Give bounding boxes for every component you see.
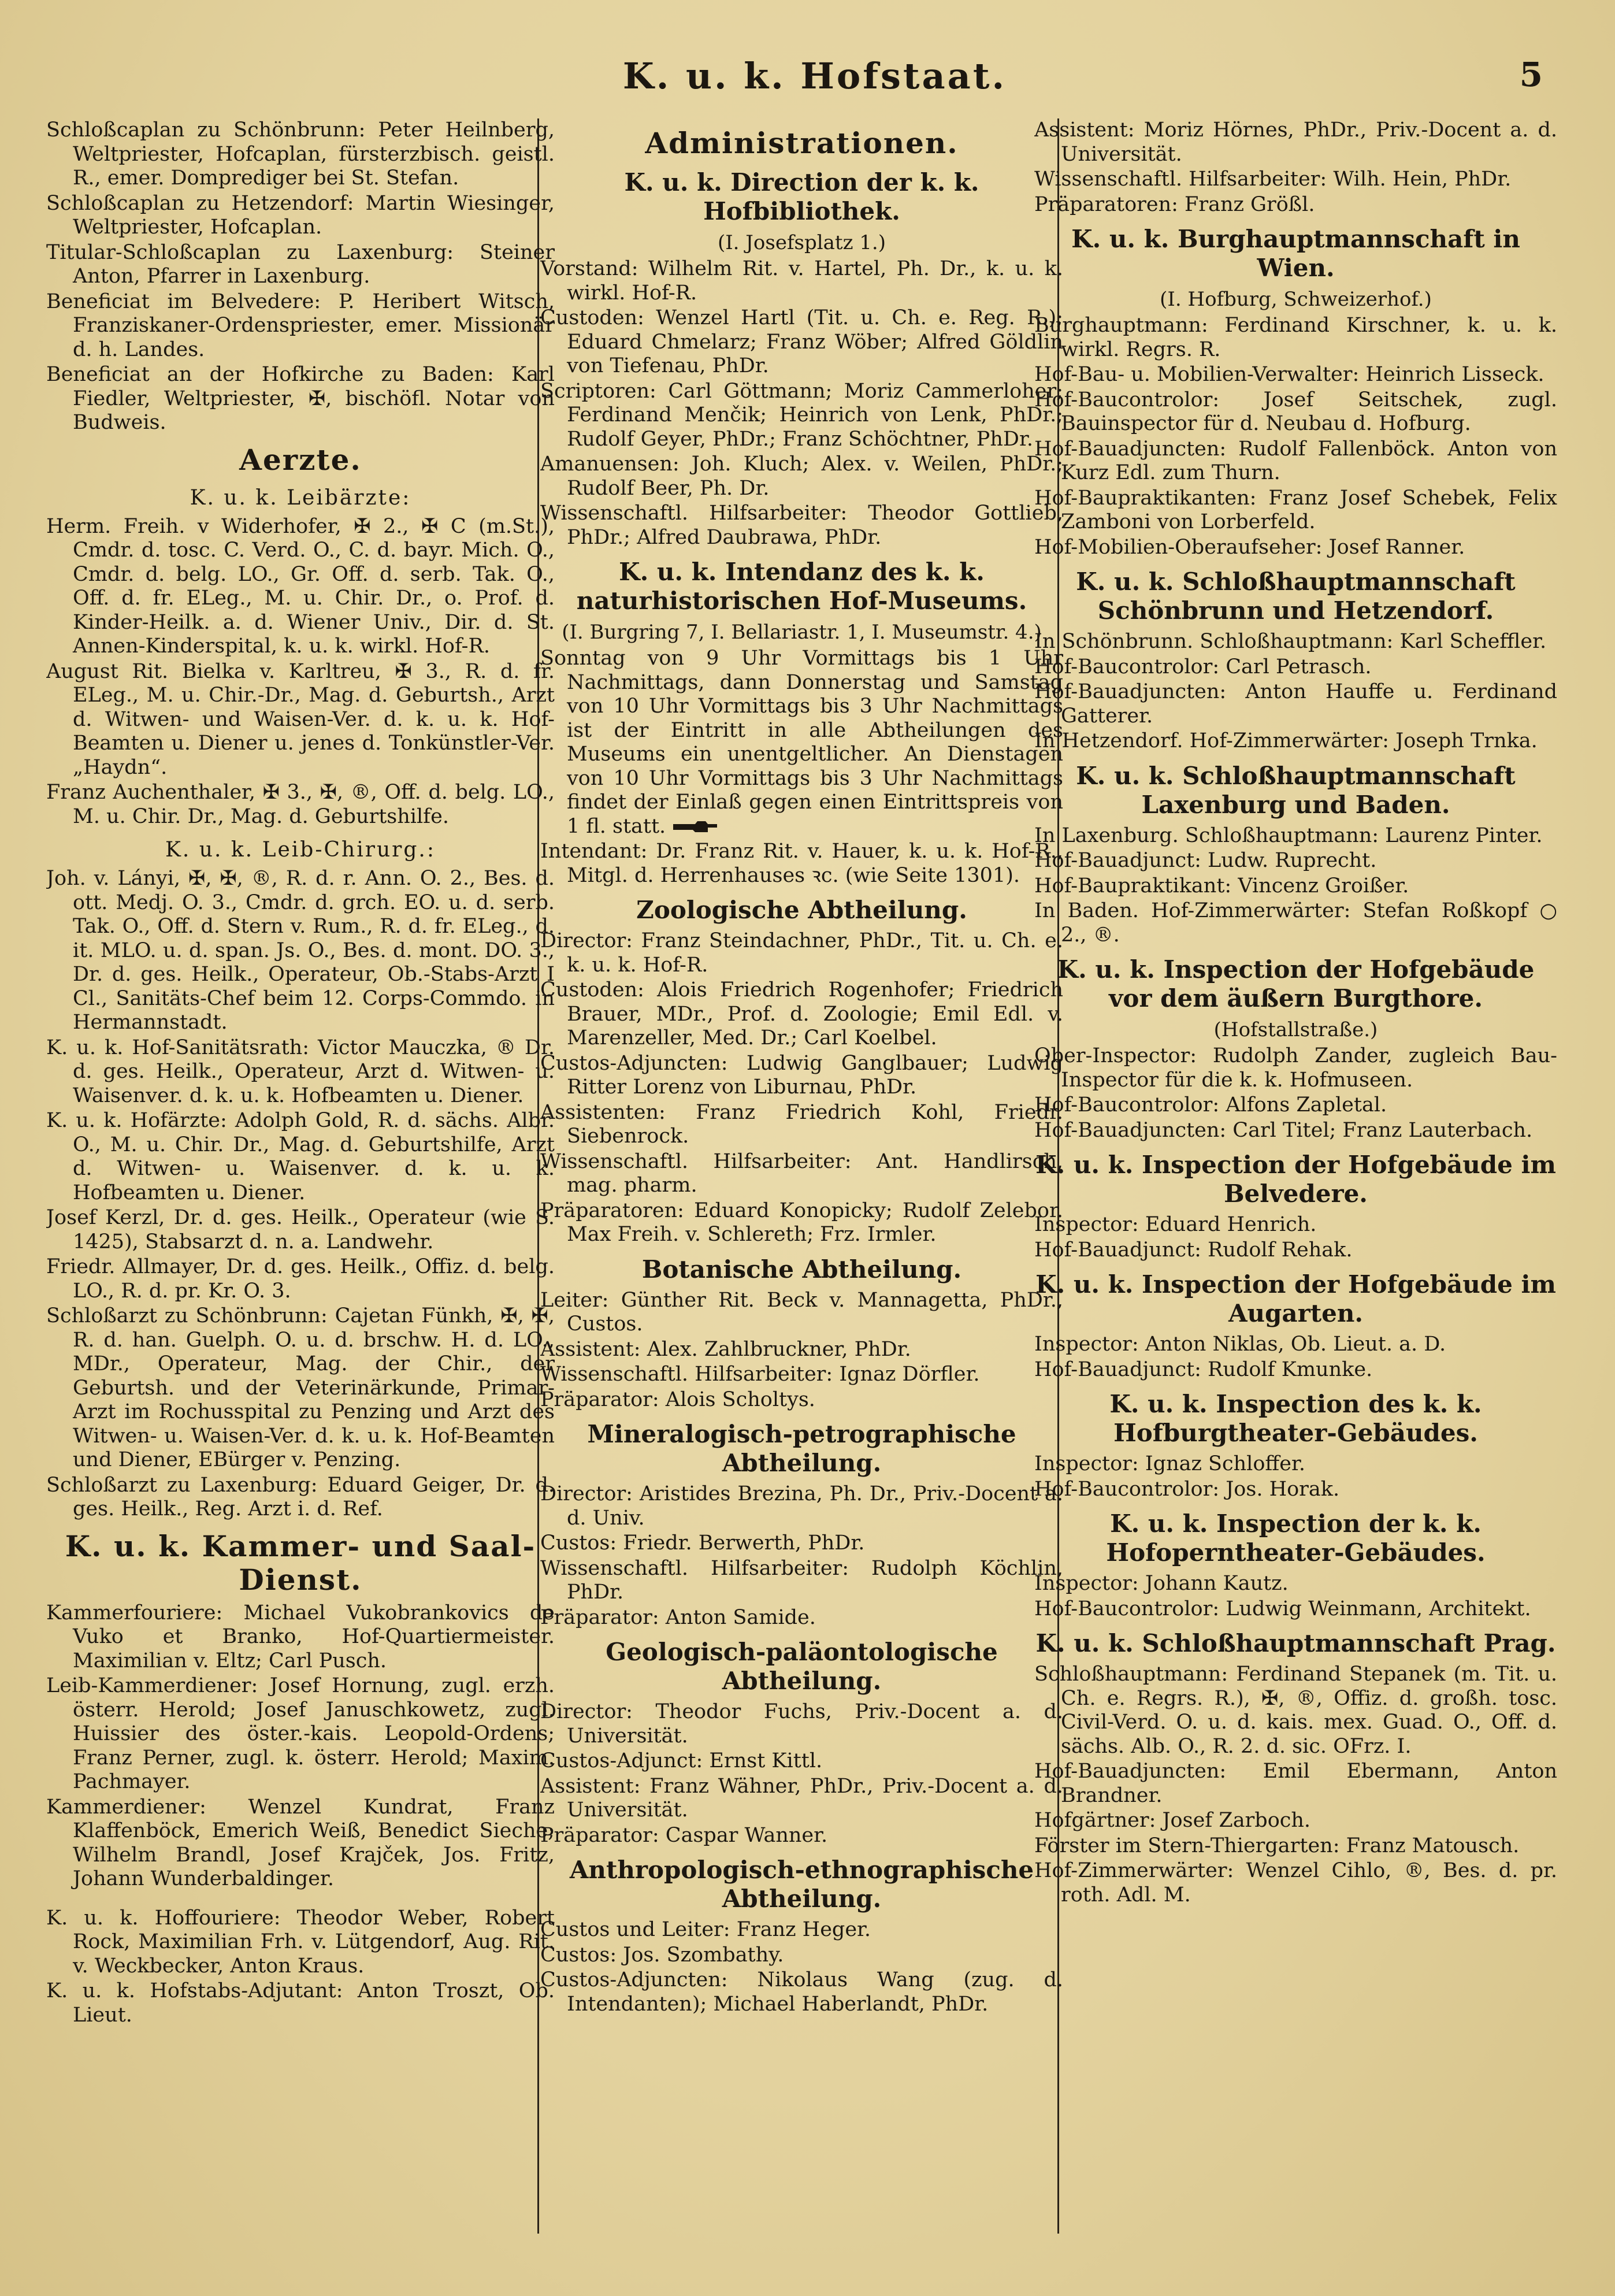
entry-bielka: August Rit. Bielka v. Karltreu, ✠ 3., R. d. fr. ELeg., M. u. Chir.-Dr., Mag. d. Geburtsh., Arzt d. Witwen- und Waisen-Ver. d. k. u. k. Hof-Beamten u. Diener u. jenes d. Tonkünstler-Ver. „Haydn“. [46,659,555,779]
address-intendanz: (I. Burgring 7, I. Bellariastr. 1, I. Museumstr. 4.) [562,621,1042,644]
entry-prag-foerster: Förster im Stern-Thiergarten: Franz Matousch. [1034,1834,1520,1857]
address-hofbibliothek: (I. Josefsplatz 1.) [717,231,886,254]
heading-inspection-augarten: K. u. k. Inspection der Hofgebäude im Augarten. [1035,1270,1556,1327]
section-heading-administrationen: Administrationen. [645,126,959,160]
heading-burghauptmannschaft: K. u. k. Burghauptmannschaft in Wien. [1071,225,1520,282]
entry-mobilien-oberaufseher: Hof-Mobilien-Oberaufseher: Josef Ranner. [1034,535,1465,559]
entry-min-praeparator: Präparator: Anton Samide. [540,1605,816,1629]
subheading-leibaerzte: K. u. k. Leibärzte: [190,485,411,510]
entry-burgtheater-baucontrolor: Hof-Baucontrolor: Jos. Horak. [1034,1477,1340,1501]
heading-hofbibliothek: K. u. k. Direction der k. k. Hofbibliothek. [624,168,979,225]
entry-zoo-custoden: Custoden: Alois Friedrich Rogenhofer; Friedrich Brauer, MDr., Prof. d. Zoologie; Emil Edl. v. Marenzeller, Med. Dr.; Carl Koelbel. [540,978,1063,1049]
heading-inspection-belvedere: K. u. k. Inspection der Hofgebäude im Belvedere. [1035,1151,1556,1208]
entry-mauczka: K. u. k. Hof-Sanitätsrath: Victor Mauczka, ® Dr. d. ges. Heilk., Operateur, Arzt d. Witwen- u. Waisenver. d. k. u. k. Hofbeamten u. Diener. [46,1036,555,1107]
running-title: K. u. k. Hofstaat. [622,55,1007,97]
entry-anth-assistent: Assistent: Moriz Hörnes, PhDr., Priv.-Docent a. d. Universität. [1034,118,1557,166]
heading-schoenbrunn: K. u. k. Schloßhauptmannschaft Schönbrunn und Hetzendorf. [1076,567,1516,625]
entry-min-director: Director: Aristides Brezina, Ph. Dr., Priv.-Docent a. d. Univ. [540,1482,1063,1530]
page-header [52,55,1577,118]
entry-museum-hours [540,647,1063,839]
entry-burgthor-baucontrolor: Hof-Baucontrolor: Alfons Zapletal. [1034,1093,1387,1117]
entry-kerzl: Josef Kerzl, Dr. d. ges. Heilk., Operateur (wie S. 1425), Stabsarzt d. n. a. Landwehr. [46,1206,555,1253]
entry-hofoper-inspector: Inspector: Johann Kautz. [1034,1572,1289,1595]
heading-inspection-burgtheater: K. u. k. Inspection des k. k. Hofburgtheater-Gebäudes. [1109,1390,1482,1447]
entry-hofstabs-adjutant: K. u. k. Hofstabs-Adjutant: Anton Troszt, Ob. Lieut. [46,1979,555,2027]
entry-laxenburg-baupraktikant: Hof-Baupraktikant: Vincenz Groißer. [1034,874,1409,897]
entry-augarten-bauadjunct: Hof-Bauadjunct: Rudolf Kmunke. [1034,1357,1373,1381]
entry-geo-praeparator: Präparator: Caspar Wanner. [540,1823,828,1847]
entry-bot-assistent: Assistent: Alex. Zahlbruckner, PhDr. [540,1337,911,1361]
entry-augarten-inspector: Inspector: Anton Niklas, Ob. Lieut. a. D. [1034,1333,1446,1356]
entry-fuenkh: Schloßarzt zu Schönbrunn: Cajetan Fünkh, ✠, ✠, R. d. han. Guelph. O. u. d. brschw. H. d. LO., MDr., Operateur, Mag. der Chir., der Geburtsh. und der Veterinärkunde, Primar-Arzt im Rochusspital zu Penzing und Arzt des Witwen- u. Waisen-Ver. d. k. u. k. Hof-Beamten und Diener, EBürger v. Penzing. [46,1304,555,1471]
heading-inspection-hofoper: K. u. k. Inspection der k. k. Hofoperntheater-Gebäudes. [1106,1509,1486,1567]
heading-inspection-burgthor: K. u. k. Inspection der Hofgebäude vor dem äußern Burgthore. [1057,955,1535,1012]
entry-prag-hauptmann: Schloßhauptmann: Ferdinand Stepanek (m. Tit. u. Ch. e. Regrs. R.), ✠, ®, Offiz. d. großh. tosc. Civil-Verd. O. u. d. kais. mex. Guad. O., Off. d. sächs. Alb. O., R. 2. d. sic. OFrz. I. [1034,1663,1557,1758]
entry-bot-praeparator: Präparator: Alois Scholtys. [540,1388,815,1411]
entry-belvedere-inspector: Inspector: Eduard Henrich. [1034,1213,1317,1236]
entry-zoo-praeparatoren: Präparatoren: Eduard Konopicky; Rudolf Zelebor. Max Freih. v. Schlereth; Frz. Irmler. [540,1199,1063,1246]
entry-prag-zimmerwaerter: Hof-Zimmerwärter: Wenzel Cihlo, ®, Bes. d. pr. roth. Adl. M. [1034,1859,1557,1906]
heading-botanik: Botanische Abtheilung. [641,1255,962,1284]
entry-zoo-hilfsarbeiter: Wissenschaftl. Hilfsarbeiter: Ant. Handlirsch, mag. pharm. [540,1149,1063,1197]
entry-ober-inspector: Ober-Inspector: Rudolph Zander, zugleich Bau-Inspector für die k. k. Hofmuseen. [1034,1044,1557,1092]
entry-zoo-adjuncten: Custos-Adjuncten: Ludwig Ganglbauer; Ludwig Ritter Lorenz von Liburnau, PhDr. [540,1051,1063,1099]
entry-prag-hofgaertner: Hofgärtner: Josef Zarboch. [1034,1809,1311,1832]
entry-belvedere-bauadjunct: Hof-Bauadjunct: Rudolf Rehak. [1034,1238,1353,1262]
entry-bot-hilfsarbeiter: Wissenschaftl. Hilfsarbeiter: Ignaz Dörfler. [540,1363,980,1386]
entry-baden-zimmerwaerter: In Baden. Hof-Zimmerwärter: Stefan Roßkopf ○ 2., ®. [1034,899,1557,947]
entry-schoenbrunn-hauptmann: In Schönbrunn. Schloßhauptmann: Karl Scheffler. [1034,630,1547,653]
entry-bau-mobilien-verwalter: Hof-Bau- u. Mobilien-Verwalter: Heinrich Lisseck. [1034,363,1545,386]
heading-zoologie: Zoologische Abtheilung. [636,896,967,924]
entry-bot-leiter: Leiter: Günther Rit. Beck v. Mannagetta, PhDr., Custos. [540,1288,1063,1336]
entry-leib-kammerdiener: Leib-Kammerdiener: Josef Hornung, zugl. erzh. österr. Herold; Josef Januschkowetz, zugl. Huissier des öster.-kais. Leopold-Ordens; Franz Perner, zugl. k. österr. Herold; Maxim. Pachmayer. [46,1674,555,1793]
entry-burg-baupraktikanten: Hof-Baupraktikanten: Franz Josef Schebek, Felix Zamboni von Lorberfeld. [1034,486,1557,533]
entry-kammerdiener: Kammerdiener: Wenzel Kundrat, Franz Klaffenböck, Emerich Weiß, Benedict Sieche; Wilhelm Brandl, Josef Krajček, Jos. Fritz, Johann Wunderbaldinger. [46,1795,555,1890]
entry-anth-custos-leiter: Custos und Leiter: Franz Heger. [540,1918,871,1941]
entry-kammerfouriere: Kammerfouriere: Michael Vukobrankovics de Vuko et Branko, Hof-Quartiermeister. Maximilian v. Eltz; Carl Pusch. [46,1601,555,1672]
left-column [46,118,555,2257]
section-heading-aerzte: Aerzte. [239,442,362,477]
entry-burgthor-bauadjuncten: Hof-Bauadjuncten: Carl Titel; Franz Lauterbach. [1034,1118,1533,1142]
entry-schloss-hetzendorf: Schloßcaplan zu Hetzendorf: Martin Wiesinger, Weltpriester, Hofcaplan. [46,191,555,239]
entry-schloss-schoenbrunn: Schloßcaplan zu Schönbrunn: Peter Heilnberg, Weltpriester, Hofcaplan, fürsterzbisch. geistl. R., emer. Domprediger bei St. Stefan. [46,118,555,190]
address-burghauptmannschaft: (I. Hofburg, Schweizerhof.) [1160,288,1432,311]
entry-geiger: Schloßarzt zu Laxenburg: Eduard Geiger, Dr. d. ges. Heilk., Reg. Arzt i. d. Ref. [46,1473,555,1520]
entry-anth-adjuncten: Custos-Adjuncten: Nikolaus Wang (zug. d. Intendanten); Michael Haberlandt, PhDr. [540,1968,1063,2016]
entry-titular-laxenburg: Titular-Schloßcaplan zu Laxenburg: Steiner Anton, Pfarrer in Laxenburg. [46,240,555,288]
page-number: 5 [1519,55,1543,94]
entry-custoden-bibliothek: Custoden: Wenzel Hartl (Tit. u. Ch. e. Reg. R.); Eduard Chmelarz; Franz Wöber; Alfred Göldlin von Tiefenau, PhDr. [540,306,1063,377]
entry-intendant: Intendant: Dr. Franz Rit. v. Hauer, k. u. k. Hof-R., Mitgl. d. Herrenhauses ꝛc. (wie Seite 1301). [540,840,1063,887]
entry-anth-praeparatoren: Präparatoren: Franz Größl. [1034,192,1315,216]
entry-schoenbrunn-baucontrolor: Hof-Baucontrolor: Carl Petrasch. [1034,655,1372,678]
entry-beneficiat-baden: Beneficiat an der Hofkirche zu Baden: Karl Fiedler, Weltpriester, ✠, bischöfl. Notar von Budweis. [46,363,555,434]
entry-geo-director: Director: Theodor Fuchs, Priv.-Docent a. d. Universität. [540,1700,1063,1748]
heading-mineralogie: Mineralogisch-petrographische Abtheilung. [587,1420,1016,1477]
section-heading-kammer: K. u. k. Kammer- und Saal-Dienst. [65,1529,536,1597]
right-column [1034,118,1557,2257]
entry-zoo-assistenten: Assistenten: Franz Friedrich Kohl, Friedr. Siebenrock. [540,1100,1063,1148]
entry-burghauptmann: Burghauptmann: Ferdinand Kirschner, k. u. k. wirkl. Regrs. R. [1034,314,1557,361]
heading-laxenburg: K. u. k. Schloßhauptmannschaft Laxenburg und Baden. [1076,761,1516,819]
entry-gold: K. u. k. Hofärzte: Adolph Gold, R. d. sächs. Albr. O., M. u. Chir. Dr., Mag. d. Geburtshilfe, Arzt d. Witwen- u. Waisenver. d. k. u. k. Hofbeamten u. Diener. [46,1109,555,1204]
museum-hours-text: Sonntag von 9 Uhr Vormittags bis 1 Uhr Nachmittags, dann Donnerstag und Samstag von 10 Uhr Vormittags bis 3 Uhr Nachmittags ist der Eintritt in alle Abtheilungen des Museums ein unentgeltlicher. An Dienstagen von 10 Uhr Vormittags bis 3 Uhr Nachmittags findet der Einlaß gegen einen Eintrittspreis von 1 fl. statt. [540,647,1063,838]
subheading-leibchirurg: K. u. k. Leib-Chirurg.: [165,838,436,862]
entry-geo-adjunct: Custos-Adjunct: Ernst Kittl. [540,1749,823,1772]
entry-allmayer: Friedr. Allmayer, Dr. d. ges. Heilk., Offiz. d. belg. LO., R. d. pr. Kr. O. 3. [46,1255,555,1303]
entry-prag-bauadjuncten: Hof-Bauadjuncten: Emil Ebermann, Anton Brandner. [1034,1760,1557,1807]
entry-laxenburg-bauadjunct: Hof-Bauadjunct: Ludw. Ruprecht. [1034,849,1377,872]
pointing-hand-icon [672,819,718,834]
entry-lanyi: Joh. v. Lányi, ✠, ✠, ®, R. d. r. Ann. O. 2., Bes. d. ott. Medj. O. 3., Cmdr. d. grch. EO. u. d. serb. Tak. O., Off. d. Stern v. Rum., R. d. fr. ELeg., d. it. MLO. u. d. span. Js. O., Bes. d. mont. DO. 3., Dr. d. ges. Heilk., Operateur, Ob.-Stabs-Arzt I Cl., Sanitäts-Chef beim 12. Corps-Commdo. in Hermannstadt. [46,867,555,1034]
entry-burg-bauadjuncten: Hof-Bauadjuncten: Rudolf Fallenböck. Anton von Kurz Edl. zum Thurn. [1034,437,1557,484]
entry-scriptoren: Scriptoren: Carl Göttmann; Moriz Cammerloher; Ferdinand Menčik; Heinrich von Lenk, PhDr.; Rudolf Geyer, PhDr.; Franz Schöchtner, PhDr. [540,379,1063,451]
entry-hilfsarbeiter-bibliothek: Wissenschaftl. Hilfsarbeiter: Theodor Gottlieb, PhDr.; Alfred Daubrawa, PhDr. [540,502,1063,549]
entry-min-custos: Custos: Friedr. Berwerth, PhDr. [540,1531,865,1555]
heading-intendanz: K. u. k. Intendanz des k. k. naturhistorischen Hof-Museums. [576,558,1027,615]
middle-column [540,118,1063,2257]
entry-burg-baucontrolor: Hof-Baucontrolor: Josef Seitschek, zugl. Bauinspector für d. Neubau d. Hofburg. [1034,388,1557,435]
entry-amanuensen: Amanuensen: Joh. Kluch; Alex. v. Weilen, PhDr.; Rudolf Beer, Ph. Dr. [540,452,1063,500]
entry-anth-custos: Custos: Jos. Szombathy. [540,1943,784,1967]
entry-anth-hilfsarbeiter: Wissenschaftl. Hilfsarbeiter: Wilh. Hein, PhDr. [1034,168,1512,191]
entry-auchenthaler: Franz Auchenthaler, ✠ 3., ✠, ®, Off. d. belg. LO., M. u. Chir. Dr., Mag. d. Geburtshilfe. [46,781,555,828]
entry-vorstand: Vorstand: Wilhelm Rit. v. Hartel, Ph. Dr., k. u. k. wirkl. Hof-R. [540,257,1063,305]
entry-zoo-director: Director: Franz Steindachner, PhDr., Tit. u. Ch. e. k. u. k. Hof-R. [540,929,1063,977]
entry-geo-assistent: Assistent: Franz Wähner, PhDr., Priv.-Docent a. d. Universität. [540,1774,1063,1822]
heading-prag: K. u. k. Schloßhauptmannschaft Prag. [1035,1629,1556,1657]
entry-schoenbrunn-bauadjuncten: Hof-Bauadjuncten: Anton Hauffe u. Ferdinand Gatterer. [1034,680,1557,728]
entry-beneficiat-belvedere: Beneficiat im Belvedere: P. Heribert Witsch, Franziskaner-Ordenspriester, emer. Missionär d. h. Landes. [46,290,555,361]
heading-anthropologie: Anthropologisch-ethnographische Abtheilung. [569,1856,1034,1913]
entry-widerhofer: Herm. Freih. v Widerhofer, ✠ 2., ✠ C (m.St.), Cmdr. d. tosc. C. Verd. O., C. d. bayr. Mich. O., Cmdr. d. belg. LO., Gr. Off. d. serb. Tak. O., Off. d. fr. ELeg., M. u. Chir. Dr., o. Prof. d. Kinder-Heilk. a. d. Wiener Univ., Dir. d. St. Annen-Kinderspital, k. u. k. wirkl. Hof-R. [46,514,555,658]
entry-burgtheater-inspector: Inspector: Ignaz Schloffer. [1034,1452,1306,1475]
heading-geologie: Geologisch-paläontologische Abtheilung. [606,1638,998,1695]
entry-hetzendorf-zimmerwaerter: In Hetzendorf. Hof-Zimmerwärter: Joseph Trnka. [1034,729,1538,752]
entry-min-hilfsarbeiter: Wissenschaftl. Hilfsarbeiter: Rudolph Köchlin, PhDr. [540,1556,1063,1604]
entry-hofoper-baucontrolor: Hof-Baucontrolor: Ludwig Weinmann, Architekt. [1034,1597,1531,1620]
address-inspection-burgthor: (Hofstallstraße.) [1213,1018,1378,1041]
entry-laxenburg-hauptmann: In Laxenburg. Schloßhauptmann: Laurenz Pinter. [1034,824,1543,847]
entry-hoffouriere: K. u. k. Hoffouriere: Theodor Weber, Robert Rock, Maximilian Frh. v. Lütgendorf, Aug. Rit. v. Weckbecker, Anton Kraus. [46,1906,555,1978]
